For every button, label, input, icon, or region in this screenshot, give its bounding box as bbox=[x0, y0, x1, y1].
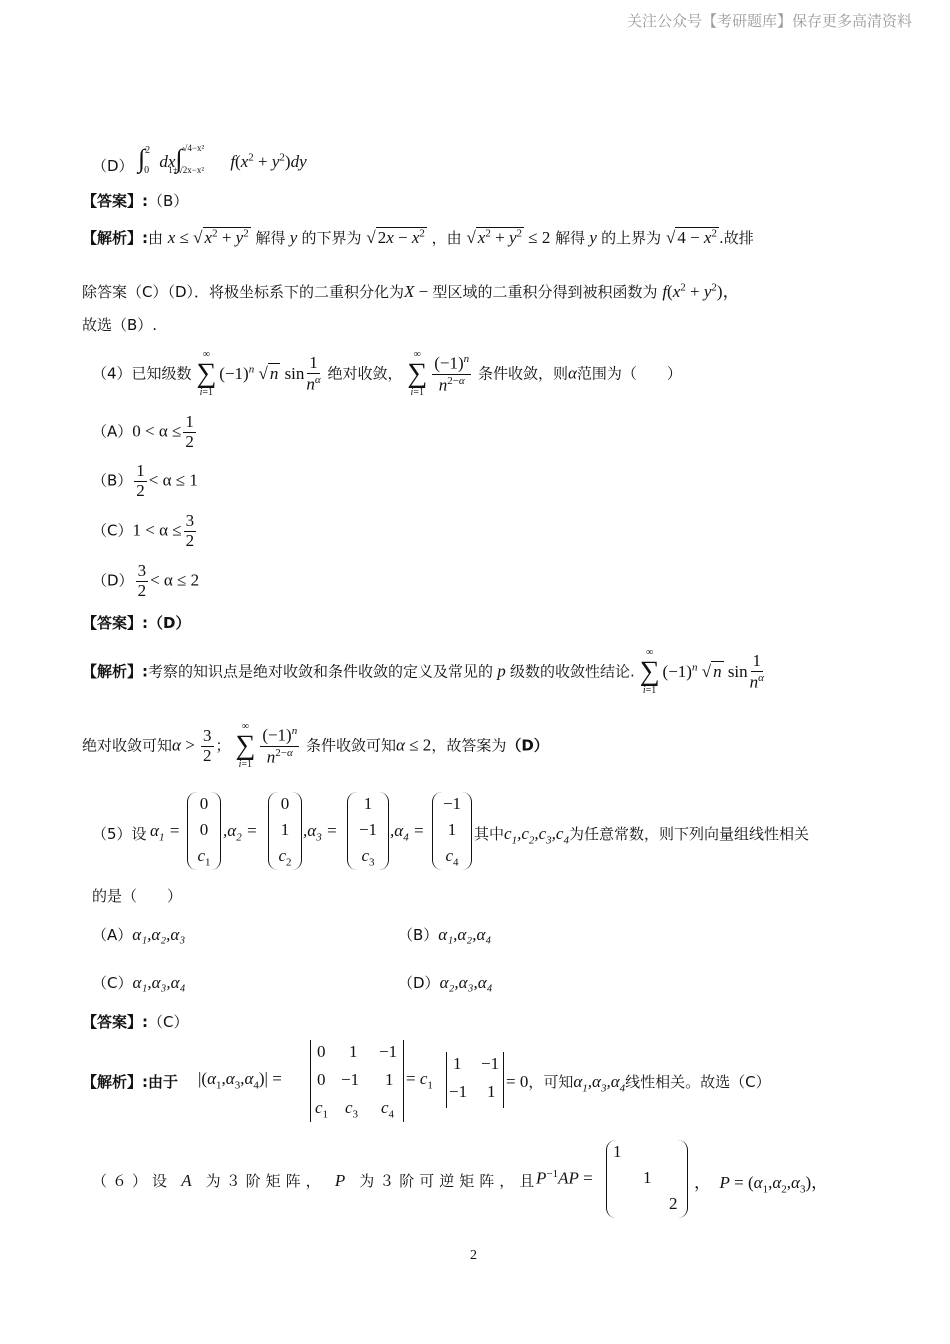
watermark: 关注公众号【考研题库】保存更多高清资料 bbox=[626, 12, 912, 30]
q4-option-b: （B） $\frac{1}{2}$ < α ≤ 1 bbox=[92, 461, 198, 500]
page-number: 2 bbox=[470, 1248, 477, 1263]
q5-stem-a: （5）设 bbox=[92, 825, 147, 843]
q5-analysis-det-lhs: $|(\alpha_1,\alpha_3,\alpha_4)|$ = bbox=[198, 1069, 282, 1092]
q5-analysis-rest: = 0，可知$\alpha_1,\alpha_3,\alpha_4$线性相关。故选（C） bbox=[506, 1072, 771, 1095]
q4-option-c: （C）1 < α ≤ $\frac{3}{2}$ bbox=[92, 511, 195, 550]
q4-analysis-line1: 【解析】:考察的知识点是绝对收敛和条件收敛的定义及常见的 p 级数的收敛性结论. ∞ ∑ i=1 $(-1)^n$ √ n sin $\frac{1}{n^\alpha}$ bbox=[82, 647, 764, 696]
q5-alpha4-label: $,\alpha_4$ = bbox=[390, 821, 425, 844]
q6-diag-matrix: 1 1 2 bbox=[606, 1140, 688, 1218]
q3-analysis-line3: 故选（B）. bbox=[82, 316, 158, 334]
q3-answer-label: 【答案】: bbox=[82, 192, 148, 210]
q4-stem: （4）已知级数 ∞ ∑ i=1 $(-1)^n$ √ n sin $\frac{1}{n^\alpha}$ 绝对收敛， ∞ ∑ i=1 $\frac{(-1)^n}{n^{2-\alpha}}$ 条件收敛，则α范围为（ ） bbox=[92, 349, 682, 398]
q5-analysis-det3: 0 1 −1 0 −1 1 $c_1$ $c_3$ $c_4$ bbox=[310, 1040, 404, 1122]
q5-vector-alpha3: 1 −1 $c_3$ bbox=[347, 792, 389, 870]
q5-alpha2-label: $,\alpha_2$ = bbox=[223, 821, 258, 844]
q5-analysis-det2: 1 −1 −1 1 bbox=[446, 1052, 504, 1108]
q5-analysis-start: 【解析】:由于 bbox=[82, 1073, 179, 1091]
q5-answer-value: （C） bbox=[148, 1013, 189, 1031]
q5-alpha1-label: $\alpha_1$ = bbox=[150, 821, 181, 844]
q4-answer-label: 【答案】: bbox=[82, 614, 148, 632]
q5-option-a: （A）α₁,α₂,α₃ bbox=[92, 925, 186, 944]
q6-stem: （６）设 A 为３阶矩阵， P 为３阶可逆矩阵，且 bbox=[92, 1171, 540, 1190]
q4-option-d: （D） $\frac{3}{2}$ < α ≤ 2 bbox=[92, 561, 200, 600]
q5-vector-alpha4: −1 1 $c_4$ bbox=[432, 792, 472, 870]
q5-stem-line2: 的是（ ） bbox=[92, 887, 183, 905]
q4-answer-value: （D） bbox=[148, 614, 191, 632]
q5-option-d: （D）α₂,α₃,α₄ bbox=[398, 973, 493, 992]
q6-formula-lhs: $P^{-1}AP$ = bbox=[536, 1168, 593, 1188]
q4-option-a: （A）0 < α ≤ $\frac{1}{2}$ bbox=[92, 412, 194, 451]
q5-option-c: （C）α₁,α₃,α₄ bbox=[92, 973, 186, 992]
q3-analysis-line2: 除答案（C）（D）．将极坐标系下的二重积分化为X − 型区域的二重积分得到被积函数为 $f(x^2 + y^2)$， bbox=[82, 281, 740, 301]
q5-alpha3-label: $,\alpha_3$ = bbox=[303, 821, 338, 844]
q5-vector-alpha2: 0 1 $c_2$ bbox=[268, 792, 302, 870]
q5-analysis-det-mid: = $c_1$ bbox=[406, 1069, 433, 1092]
q3-option-d-label: （D） bbox=[92, 157, 134, 175]
q3-answer-value: （B） bbox=[148, 192, 189, 210]
q3-option-d-formula: ∫$^2_0$ dx∫$^{√4-x^2}_{1+√2x-x^2}$ $f(x^2 + y^2)dy$ bbox=[138, 143, 307, 176]
q4-analysis-line2: 绝对收敛可知α > $\frac{3}{2}$ ； ∞ ∑ i=1 $\frac{(-1)^n}{n^{2-\alpha}}$ 条件收敛可知α ≤ 2，故答案为（D） bbox=[82, 721, 549, 770]
q6-formula-rhs: ， $P = (\alpha_1,\alpha_2,\alpha_3)$， bbox=[694, 1173, 829, 1196]
q5-answer-label: 【答案】: bbox=[82, 1013, 148, 1031]
q3-analysis-line1: 【解析】:由 x ≤ √ $x^2 + y^2$ 解得 y 的下界为 √ $2x - x^2$ ，由 √ $x^2 + y^2 \le 2$ 解得 y 的上界为 √ $4 - x^2$ .故排 bbox=[82, 227, 754, 247]
q5-option-b: （B）α₁,α₂,α₄ bbox=[398, 925, 492, 944]
q5-vector-alpha1: 0 0 $c_1$ bbox=[187, 792, 221, 870]
q5-stem-rest: 其中$c_1,c_2,c_3,c_4$为任意常数，则下列向量组线性相关 bbox=[474, 824, 809, 847]
